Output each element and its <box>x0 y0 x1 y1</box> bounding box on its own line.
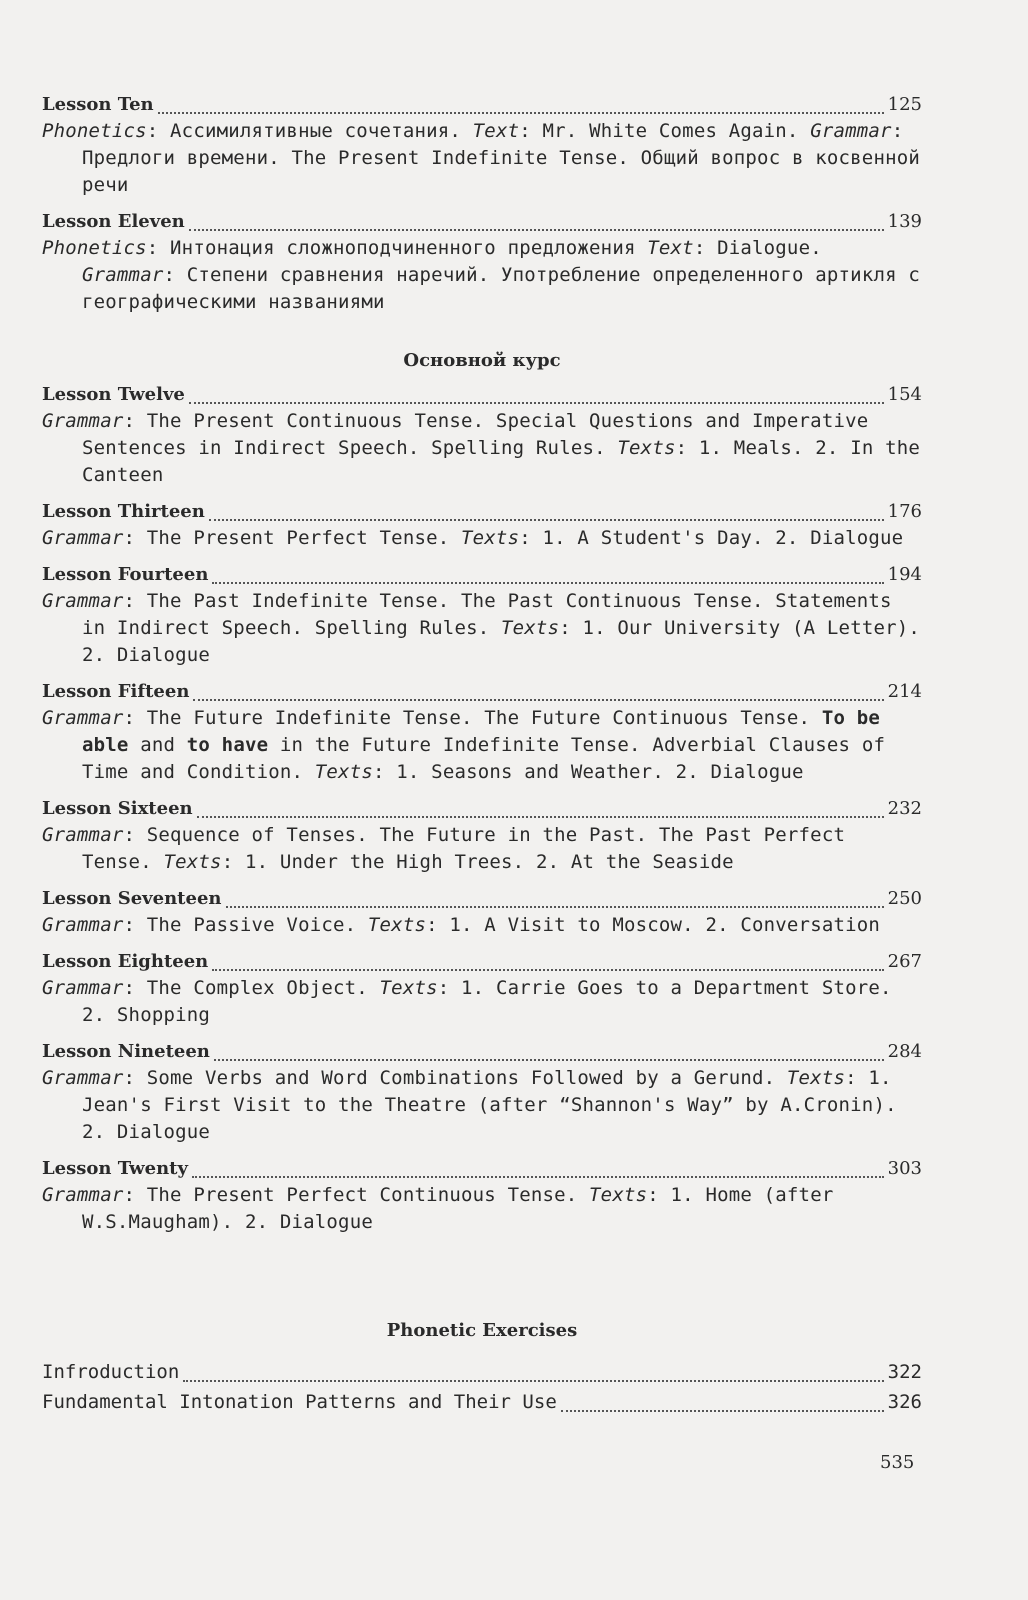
toc-entry <box>42 882 922 939</box>
description-text: : Dialogue. <box>693 237 822 259</box>
section-label: Texts <box>501 617 560 639</box>
toc-entry <box>42 792 922 876</box>
lesson-page-number: 284 <box>887 1041 922 1062</box>
toc-entry-heading[interactable] <box>42 88 922 118</box>
description-text: : The Present Continuous Tense. Special Questions and Imperative Sentences in Indirect Speech. Spelling Rules. <box>82 410 869 459</box>
section-label: Grammar <box>42 590 124 612</box>
description-text: : 1. Under the High Trees. 2. At the Seaside <box>221 851 734 873</box>
section-label: Grammar <box>42 410 124 432</box>
description-text: : Предлоги времени. The Present Indefinite Tense. Общий вопрос в косвенной речи <box>82 120 921 196</box>
dot-leader <box>209 499 884 521</box>
dot-leader <box>183 1360 883 1382</box>
description-text: : 1. Jean's First Visit to the Theatre (after “Shannon's Way” by A.Cronin). 2. Dialogue <box>82 1067 897 1143</box>
dot-leader <box>193 679 883 701</box>
section-label: Grammar <box>42 707 124 729</box>
toc-block-intro <box>42 88 922 322</box>
toc-entry <box>42 378 922 489</box>
lesson-description <box>42 525 922 552</box>
dot-leader <box>212 562 883 584</box>
toc-entry-heading[interactable] <box>42 1356 922 1386</box>
section-label: Texts <box>589 1184 648 1206</box>
section-label: Grammar <box>42 824 124 846</box>
toc-entry-heading[interactable] <box>42 495 922 525</box>
toc-entry <box>42 675 922 786</box>
lesson-description <box>42 822 922 876</box>
description-text: : The Complex Object. <box>123 977 380 999</box>
lesson-title: Lesson Sixteen <box>42 798 193 819</box>
description-text: : Some Verbs and Word Combinations Followed by a Gerund. <box>123 1067 787 1089</box>
toc-entry-heading[interactable] <box>42 1386 922 1416</box>
toc-entry-heading[interactable] <box>42 558 922 588</box>
lesson-page-number: 303 <box>887 1158 922 1179</box>
description-text: : Sequence of Tenses. The Future in the Past. The Past Perfect Tense. <box>82 824 846 873</box>
description-text: : 1. Our University (A Letter). 2. Dialogue <box>82 617 921 666</box>
section-label: Grammar <box>82 264 164 286</box>
dot-leader <box>189 209 884 231</box>
description-text: : The Past Indefinite Tense. The Past Continuous Tense. Statements in Indirect Speech. Spelling Rules. <box>82 590 892 639</box>
description-text: : Mr. White Comes Again. <box>519 120 811 142</box>
lesson-page-number: 154 <box>887 384 922 405</box>
dot-leader <box>197 796 884 818</box>
toc-block-main-course <box>42 378 922 1242</box>
section-label: Grammar <box>42 1067 124 1089</box>
toc-block-phonetic <box>42 1356 922 1416</box>
section-label: Grammar <box>42 977 124 999</box>
description-text: in the Future Indefinite Tense. Adverbial Clauses of Time and Condition. <box>82 734 886 783</box>
dot-leader <box>561 1390 884 1412</box>
description-text: : 1. A Student's Day. 2. Dialogue <box>519 527 904 549</box>
lesson-description <box>42 1182 922 1236</box>
toc-entry-heading[interactable] <box>42 882 922 912</box>
lesson-title: Lesson Nineteen <box>42 1041 210 1062</box>
section-label: Texts <box>461 527 520 549</box>
lesson-title: Lesson Eighteen <box>42 951 209 972</box>
section-label: Grammar <box>42 527 124 549</box>
section-label: Text <box>647 237 694 259</box>
lesson-title: Lesson Twenty <box>42 1158 188 1179</box>
description-text: : Ассимилятивные сочетания. <box>146 120 473 142</box>
section-label: Texts <box>786 1067 846 1089</box>
dot-leader <box>214 1039 884 1061</box>
lesson-title: Lesson Fourteen <box>42 564 209 585</box>
description-text: : 1. Seasons and Weather. 2. Dialogue <box>372 761 804 783</box>
description-text: : Интонация сложноподчиненного предложения <box>146 237 648 259</box>
dot-leader <box>226 886 884 908</box>
lesson-description <box>42 118 922 199</box>
section-label: Phonetics <box>42 237 147 259</box>
lesson-description <box>42 975 922 1029</box>
description-text: : 1. Carrie Goes to a Department Store. 2. Shopping <box>82 977 892 1026</box>
section-label: Texts <box>314 761 373 783</box>
section-label: Grammar <box>42 914 124 936</box>
entry-title: Fundamental Intonation Patterns and Their Use <box>42 1391 557 1413</box>
lesson-description <box>42 235 922 316</box>
description-text: : The Future Indefinite Tense. The Future Continuous Tense. <box>123 707 822 729</box>
section-label: Grammar <box>42 1184 124 1206</box>
toc-entry-heading[interactable] <box>42 1152 922 1182</box>
lesson-title: Lesson Seventeen <box>42 888 222 909</box>
dot-leader <box>192 1156 884 1178</box>
lesson-page-number: 250 <box>887 888 922 909</box>
bold-phrase: To be able <box>82 707 881 756</box>
entry-page-number: 322 <box>887 1361 922 1383</box>
section-label: Texts <box>617 437 676 459</box>
lesson-description <box>42 588 922 669</box>
lesson-description <box>42 408 922 489</box>
section-label: Texts <box>367 914 427 936</box>
entry-page-number: 326 <box>887 1391 922 1413</box>
dot-leader <box>212 949 883 971</box>
section-heading-phonetic-exercises: Phonetic Exercises <box>386 1320 578 1341</box>
page-number: 535 <box>880 1452 915 1473</box>
section-label: Texts <box>163 851 222 873</box>
lesson-description <box>42 1065 922 1146</box>
description-text: : The Present Perfect Tense. <box>123 527 462 549</box>
toc-entry <box>42 88 922 199</box>
lesson-description <box>42 705 922 786</box>
description-text: : 1. Meals. 2. In the Canteen <box>82 437 921 486</box>
toc-entry-heading[interactable] <box>42 205 922 235</box>
section-label: Phonetics <box>42 120 147 142</box>
toc-entry-heading[interactable] <box>42 1035 922 1065</box>
lesson-page-number: 194 <box>887 564 922 585</box>
lesson-title: Lesson Ten <box>42 94 154 115</box>
description-text: : The Present Perfect Continuous Tense. <box>123 1184 590 1206</box>
toc-entry <box>42 495 922 552</box>
description-text: : 1. A Visit to Moscow. 2. Conversation <box>426 914 881 936</box>
lesson-description <box>42 912 922 939</box>
entry-title: Infroduction <box>42 1361 180 1383</box>
lesson-title: Lesson Eleven <box>42 211 185 232</box>
lesson-title: Lesson Thirteen <box>42 501 205 522</box>
toc-entry <box>42 558 922 669</box>
section-label: Grammar <box>810 120 892 142</box>
toc-entry-heading[interactable] <box>42 378 922 408</box>
section-label: Texts <box>379 977 438 999</box>
lesson-page-number: 232 <box>887 798 922 819</box>
description-text: : Степени сравнения наречий. Употребление определенного артикля с географическими названиями <box>82 264 921 313</box>
lesson-title: Lesson Twelve <box>42 384 185 405</box>
lesson-page-number: 125 <box>887 94 922 115</box>
lesson-page-number: 267 <box>887 951 922 972</box>
bold-phrase: to have <box>186 734 269 756</box>
toc-entry <box>42 1152 922 1236</box>
toc-entry-heading[interactable] <box>42 945 922 975</box>
section-label: Text <box>472 120 520 142</box>
description-text: : The Passive Voice. <box>123 914 368 936</box>
description-text: and <box>128 734 187 756</box>
lesson-page-number: 176 <box>887 501 922 522</box>
lesson-page-number: 214 <box>887 681 922 702</box>
toc-entry-heading[interactable] <box>42 675 922 705</box>
description-text: : 1. Home (after W.S.Maugham). 2. Dialogue <box>82 1184 834 1233</box>
toc-entry <box>42 945 922 1029</box>
toc-entry <box>42 205 922 316</box>
lesson-page-number: 139 <box>887 211 922 232</box>
toc-entry <box>42 1035 922 1146</box>
section-heading-main-course: Основной курс <box>403 350 561 371</box>
dot-leader <box>158 92 884 114</box>
toc-entry-heading[interactable] <box>42 792 922 822</box>
dot-leader <box>189 382 884 404</box>
lesson-title: Lesson Fifteen <box>42 681 190 702</box>
